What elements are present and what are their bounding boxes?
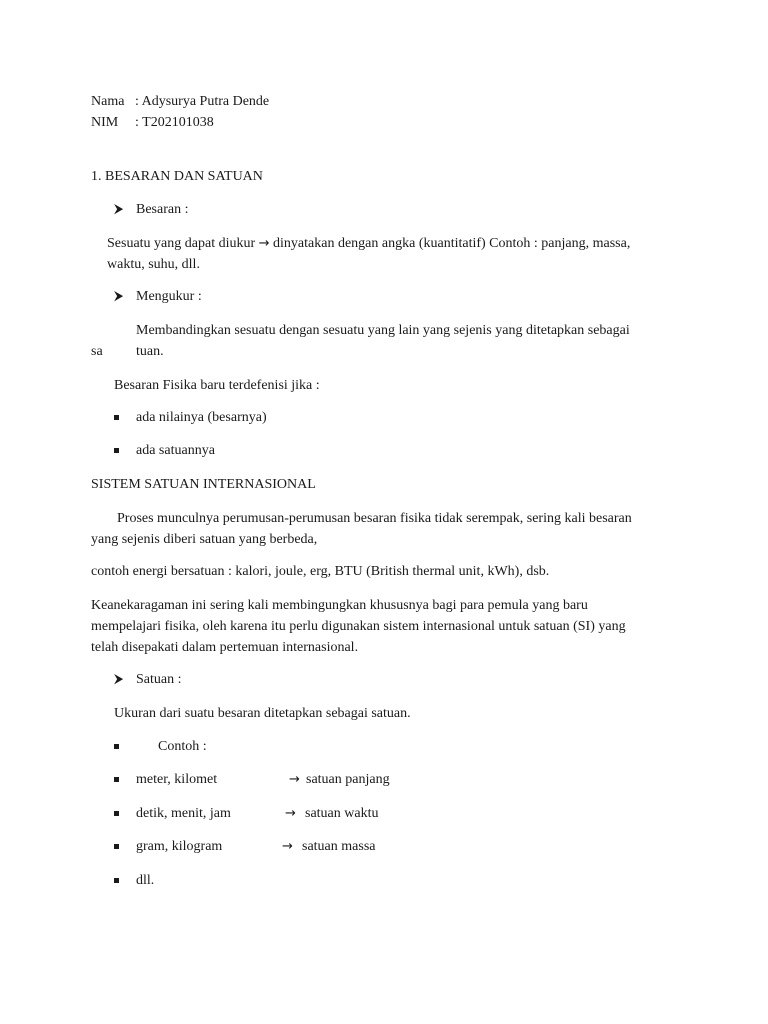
si-paragraph1-line1: Proses munculnya perumusan-perumusan besaran fisika tidak serempak, sering kali besaran [117,511,632,526]
section-heading-si: SISTEM SATUAN INTERNASIONAL [91,477,316,492]
square-bullet-icon [114,408,119,428]
arrowhead-bullet-icon: ⮞ [114,672,124,687]
arrowhead-bullet-icon: ⮞ [114,202,124,217]
square-bullet-icon [114,804,119,824]
right-arrow-icon: → [289,772,300,787]
besaran-definition-line1 [107,234,630,254]
square-bullet-icon [114,770,119,790]
si-paragraph3-line1: Keanekaragaman ini sering kali membingungkan khususnya bagi para pemula yang baru [91,598,588,613]
besaran-label: Besaran : [136,202,189,217]
fisika-intro: Besaran Fisika baru terdefenisi jika : [114,378,320,393]
example-left: meter, kilomet [136,772,218,787]
mengukur-definition-fragment: sa [91,344,103,359]
nim-value: : T202101038 [135,115,214,130]
si-paragraph3-line2: mempelajari fisika, oleh karena itu perlu digunakan sistem internasional untuk satuan (SI) yang [91,619,626,634]
mengukur-label: Mengukur : [136,289,202,304]
example-left: detik, menit, jam [136,806,231,821]
list-item: ada nilainya (besarnya) [136,410,267,425]
mengukur-definition-line1: Membandingkan sesuatu dengan sesuatu yang lain yang sejenis yang ditetapkan sebagai [136,323,630,338]
si-paragraph3-line3: telah disepakati dalam pertemuan internasional. [91,640,359,655]
si-paragraph2: contoh energi bersatuan : kalori, joule, erg, BTU (British thermal unit, kWh), dsb. [91,564,550,579]
square-bullet-icon [114,737,119,757]
nama-label: Nama [91,94,125,109]
right-arrow-icon: → [285,806,296,821]
arrowhead-bullet-icon: ⮞ [114,289,124,304]
section-heading-besaran-satuan: 1. BESARAN DAN SATUAN [91,169,263,184]
besaran-definition-line2: waktu, suhu, dll. [107,257,200,272]
square-bullet-icon [114,441,119,461]
contoh-label: Contoh : [158,739,207,754]
list-item: ada satuannya [136,443,215,458]
satuan-label: Satuan : [136,672,182,687]
example-right: satuan massa [302,839,376,854]
nama-value: : Adysurya Putra Dende [135,94,270,109]
si-paragraph1-line2: yang sejenis diberi satuan yang berbeda, [91,532,318,547]
example-left: gram, kilogram [136,839,223,854]
example-right: satuan waktu [305,806,379,821]
nim-label: NIM [91,115,119,130]
satuan-definition: Ukuran dari suatu besaran ditetapkan sebagai satuan. [114,706,411,721]
mengukur-definition-line2: tuan. [136,344,164,359]
besaran-definition-part-a: Sesuatu yang dapat diukur [107,236,256,251]
besaran-definition-part-b: dinyatakan dengan angka (kuantitatif) Contoh : panjang, massa, [273,236,631,251]
right-arrow-icon: → [258,236,270,251]
example-right: satuan panjang [306,772,390,787]
list-item: dll. [136,873,155,888]
square-bullet-icon [114,871,119,891]
right-arrow-icon: → [282,839,293,854]
square-bullet-icon [114,837,119,857]
